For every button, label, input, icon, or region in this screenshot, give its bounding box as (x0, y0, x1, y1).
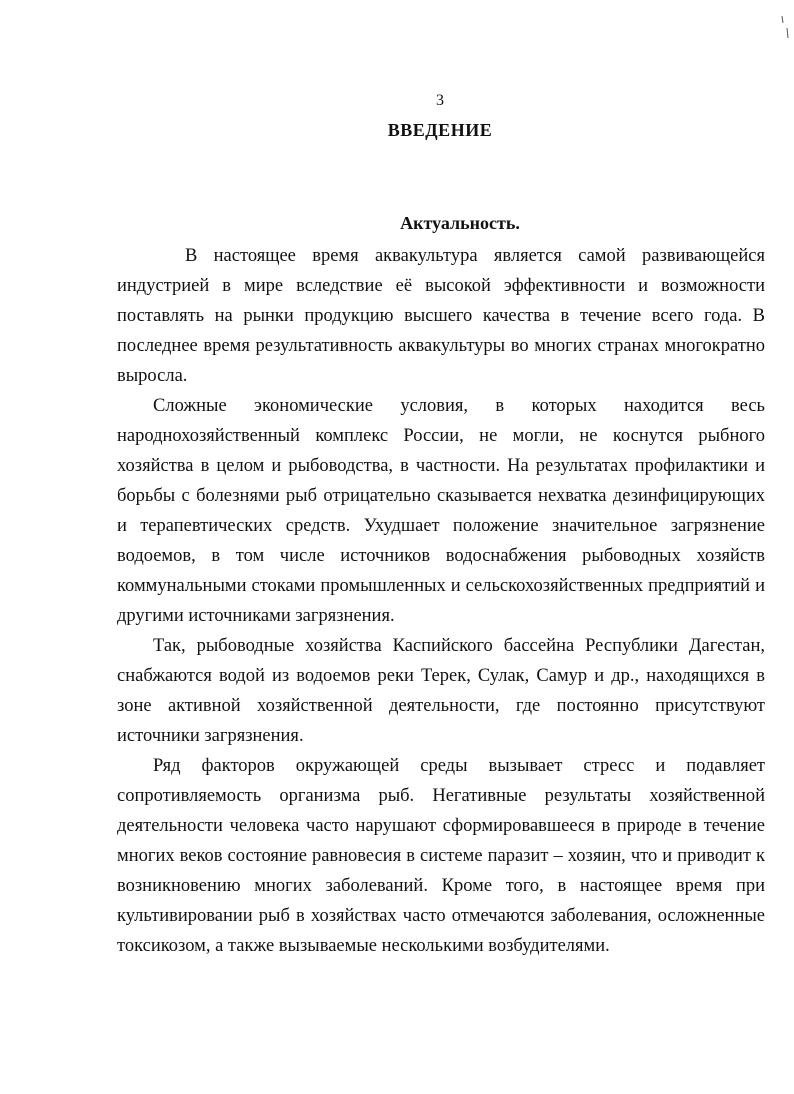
paragraph-2: Сложные экономические условия, в которых находится весь народнохозяйственный комплекс России, не могли, не коснутся рыбного хозяйства в целом и рыбоводства, в частности. На результатах профилактики и борьбы с болезнями рыб отрицательно сказывается нехватка дезинфицирующих и терапевтических средств. Ухудшает положение значительное загрязнение водоемов, в том числе источников водоснабжения рыбоводных хозяйств коммунальными стоками промышленных и сельскохозяйственных предприятий и другими источниками загрязнения. (117, 396, 765, 626)
paragraph-1: В настоящее время аквакультура является самой развивающейся индустрией в мире вследствие её высокой эффективности и возможности поставлять на рынки продукцию высшего качества в течение всего года. В последнее время результативность аквакультуры во многих странах многократно выросла. (117, 246, 765, 386)
body-text (117, 241, 765, 961)
page-title: ВВЕДЕНИЕ (387, 120, 493, 140)
paragraph-3: Так, рыбоводные хозяйства Каспийского бассейна Республики Дагестан, снабжаются водой из водоемов реки Терек, Сулак, Самур и др., находящихся в зоне активной хозяйственной деятельности, где постоянно присутствуют источники загрязнения. (117, 636, 765, 746)
page-number: 3 (436, 92, 444, 109)
paragraph-4: Ряд факторов окружающей среды вызывает стресс и подавляет сопротивляемость организма рыб. Негативные результаты хозяйственной деятельности человека часто нарушают сформировавшееся в природе в течение многих веков состояние равновесия в системе паразит – хозяин, что и приводит к возникновению многих заболеваний. Кроме того, в настоящее время при культивировании рыб в хозяйствах часто отмечаются заболевания, осложненные токсикозом, а также вызываемые несколькими возбудителями. (117, 756, 765, 956)
section-title: Актуальность. (400, 213, 520, 233)
scan-artifact-marks (780, 14, 790, 40)
